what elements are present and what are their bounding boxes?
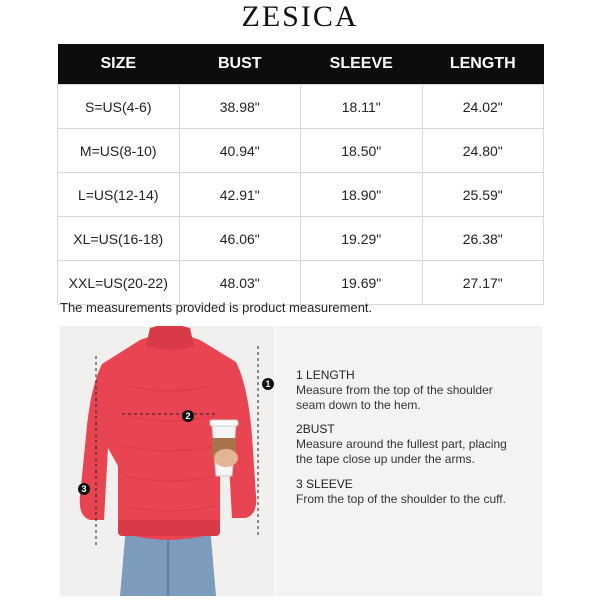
instruction-line: Measure around the fullest part, placing [296, 437, 507, 451]
cell-size: XXL=US(20-22) [58, 261, 180, 305]
marker-length: 1 [262, 378, 274, 390]
instruction-line: Measure from the top of the shoulder [296, 383, 493, 397]
marker-sleeve: 3 [78, 483, 90, 495]
instruction-title-text: LENGTH [306, 368, 355, 382]
instruction-title-text: SLEEVE [306, 477, 353, 491]
instruction-length [296, 368, 493, 413]
instruction-line: the tape close up under the arms. [296, 452, 475, 466]
cell-sleeve: 19.29" [301, 217, 423, 261]
cell-sleeve: 18.11" [301, 85, 423, 129]
table-row [58, 261, 544, 305]
instruction-title-text: BUST [302, 422, 335, 436]
size-chart-table [57, 44, 544, 305]
instruction-line: seam down to the hem. [296, 398, 421, 412]
cell-length: 24.02" [422, 85, 544, 129]
cell-length: 27.17" [422, 261, 544, 305]
cell-sleeve: 18.90" [301, 173, 423, 217]
table-row [58, 85, 544, 129]
product-photo [60, 326, 275, 596]
header-sleeve: SLEEVE [301, 44, 423, 85]
instruction-sleeve [296, 477, 506, 507]
table-row [58, 217, 544, 261]
brand-logo: ZESICA [241, 0, 359, 33]
cell-size: S=US(4-6) [58, 85, 180, 129]
measurement-instructions [276, 326, 542, 596]
instruction-line: From the top of the shoulder to the cuff. [296, 492, 506, 506]
cell-size: L=US(12-14) [58, 173, 180, 217]
cell-size: M=US(8-10) [58, 129, 180, 173]
cell-bust: 40.94" [179, 129, 301, 173]
header-bust: BUST [179, 44, 301, 85]
instruction-number: 3 [296, 477, 303, 491]
cell-bust: 38.98" [179, 85, 301, 129]
cell-sleeve: 19.69" [301, 261, 423, 305]
sweater-illustration [60, 326, 275, 596]
table-row [58, 129, 544, 173]
instruction-number: 2 [296, 422, 303, 436]
table-header-row [58, 44, 544, 85]
instruction-bust [296, 422, 507, 467]
cell-size: XL=US(16-18) [58, 217, 180, 261]
marker-bust: 2 [182, 410, 194, 422]
instruction-title [296, 422, 507, 437]
header-length: LENGTH [422, 44, 544, 85]
cell-sleeve: 18.50" [301, 129, 423, 173]
instruction-title [296, 368, 493, 383]
cell-length: 26.38" [422, 217, 544, 261]
instruction-title [296, 477, 506, 492]
measurement-note: The measurements provided is product measurement. [60, 300, 373, 315]
header-size: SIZE [58, 44, 180, 85]
cell-bust: 42.91" [179, 173, 301, 217]
cell-bust: 46.06" [179, 217, 301, 261]
instruction-number: 1 [296, 368, 303, 382]
cell-length: 25.59" [422, 173, 544, 217]
cell-length: 24.80" [422, 129, 544, 173]
cell-bust: 48.03" [179, 261, 301, 305]
table-row [58, 173, 544, 217]
